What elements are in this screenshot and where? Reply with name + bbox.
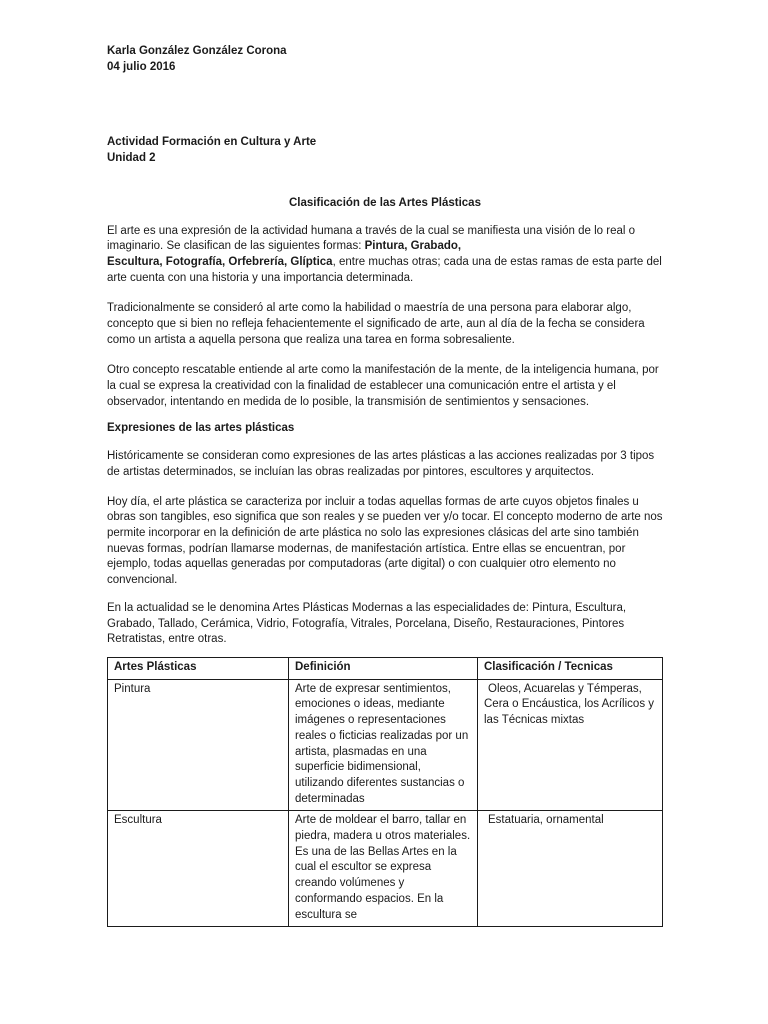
intro-paragraph [107, 224, 663, 287]
column-header-artes-plasticas: Artes Plásticas [108, 657, 289, 679]
section-heading-expresiones: Expresiones de las artes plásticas [107, 421, 295, 434]
document-title: Clasificación de las Artes Plásticas [289, 196, 481, 209]
cell-clasificacion-pintura: Oleos, Acuarelas y Témperas, Cera o Encáustica, los Acrílicos y las Técnicas mixtas [478, 679, 663, 811]
table-row-escultura [108, 811, 663, 927]
history-paragraph: Históricamente se consideran como expresiones de las artes plásticas a las acciones realizadas por 3 tipos de artistas determinados, se incluían las obras realizadas por pintores, escultores y arquitectos. [107, 450, 655, 478]
column-header-clasificacion: Clasificación / Tecnicas [478, 657, 663, 679]
modern-specialties-paragraph: En la actualidad se le denomina Artes Plásticas Modernas a las especialidades de: Pintura, Escultura, Grabado, Tallado, Cerámica, Vidrio, Fotografía, Vitrales, Porcelana, Diseño, Restauraciones, Pintores Retratistas, entre otras. [107, 601, 627, 646]
activity-block [107, 135, 663, 166]
cell-definicion-pintura: Arte de expresar sentimientos, emociones o ideas, mediante imágenes o representaciones reales o ficticias realizadas por un artista, plasmadas en una superficie bidimensional, utilizando diferentes sustancias o determinadas [289, 679, 478, 811]
column-header-definicion: Definición [289, 657, 478, 679]
tradition-paragraph: Tradicionalmente se consideró al arte como la habilidad o maestría de una persona para elaborar algo, concepto que si bien no refleja fehacientemente el significado de arte, aun al día de la fecha se considera como un artista a aquella persona que realiza una tarea en forma sobresaliente. [107, 302, 645, 346]
intro-bold-forms-2: Escultura, Fotografía, Orfebrería, Glíptica [107, 255, 333, 268]
concept-paragraph: Otro concepto rescatable entiende al arte como la manifestación de la mente, de la inteligencia humana, por la cual se expresa la creatividad con la finalidad de establecer una comunicación entre el artista y el observador, intentando en medida de lo posible, la transmisión de sentimientos y sensaciones. [107, 364, 659, 408]
cell-definicion-escultura: Arte de moldear el barro, tallar en piedra, madera u otros materiales. Es una de las Bellas Artes en la cual el escultor se expresa creando volúmenes y conformando espacios. En la escultura se [289, 811, 478, 927]
arts-classification-table [107, 657, 663, 927]
table-row-pintura [108, 679, 663, 811]
intro-text-start: El arte es una expresión de la actividad humana a través de la cual se manifiesta una visión de lo real o imaginario. Se clasifican de las siguientes formas: [107, 224, 636, 253]
author-name: Karla González González Corona [107, 45, 287, 57]
document-content [107, 0, 663, 927]
intro-text-end: , entre muchas otras; cada una de estas ramas de esta parte del arte cuenta con una historia y una importancia determinada. [107, 255, 662, 284]
intro-bold-forms-1: Pintura, Grabado, [364, 240, 462, 253]
activity-title: Actividad Formación en Cultura y Arte [107, 136, 317, 149]
cell-clasificacion-escultura: Estatuaria, ornamental [478, 811, 663, 927]
cell-arte-escultura: Escultura [108, 811, 289, 927]
table-header-row [108, 657, 663, 679]
cell-arte-pintura: Pintura [108, 679, 289, 811]
modern-art-paragraph: Hoy día, el arte plástica se caracteriza por incluir a todas aquellas formas de arte cuyos objetos finales u obras son tangibles, eso significa que son reales y se pueden ver y/o tocar. El concepto moderno de arte nos permite incorporar en la definición de arte plástica no solo las expresiones clásicas del arte sino también nuevas formas, podrían llamarse modernas, de manifestación artística. Entre ellas se encuentran, por ejemplo, todas aquellas generadas por computadoras (arte digital) o con cualquier otro elemento no convencional. [107, 495, 663, 587]
unit-label: Unidad 2 [107, 152, 156, 165]
document-author-block [107, 44, 663, 75]
document-date: 04 julio 2016 [107, 60, 176, 73]
